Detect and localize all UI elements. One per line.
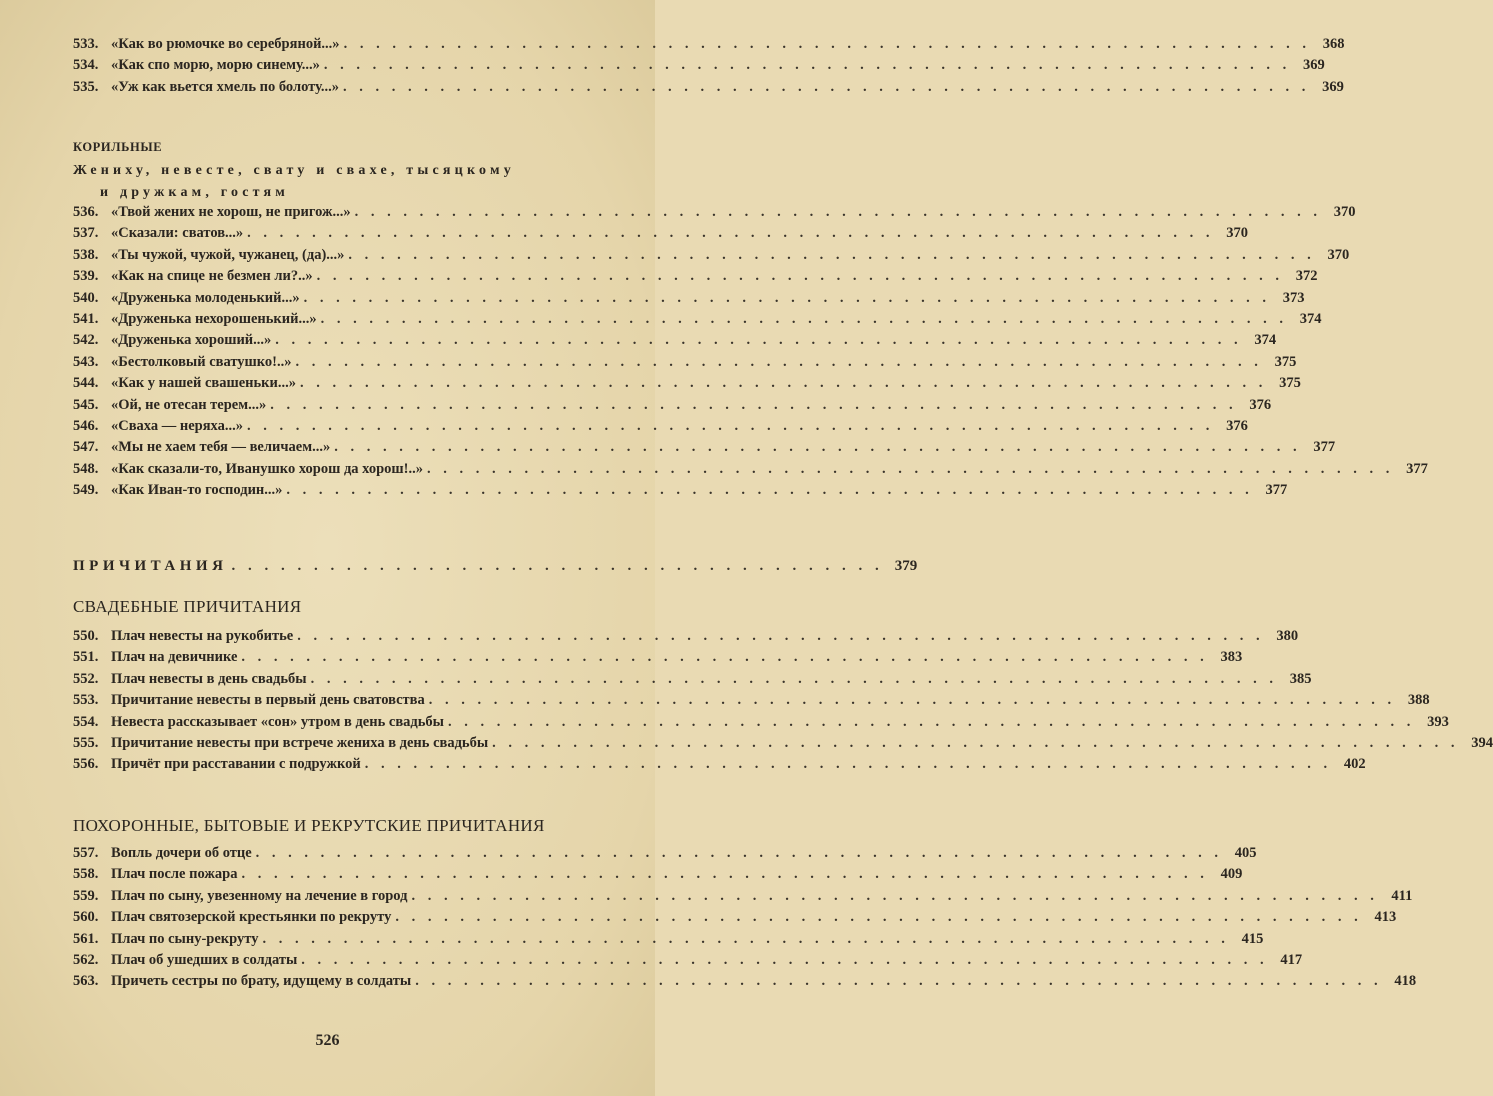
entry-number: 551. [73,649,99,666]
entry-title: «Сказали: сватов...» [111,225,244,242]
entry-title: Плач невесты на рукобитье [111,628,294,644]
page-ref: 409 [1220,866,1243,883]
page-ref: 370 [1333,204,1356,220]
entry-title: Плач святозерской крестьянки по рекруту [111,909,392,926]
entry-title: Плач на девичнике [111,649,238,666]
entry-number: 562. [73,951,99,968]
entry-title: Плач об ушедших в солдаты [111,951,298,968]
section-heading-pokhoronnye: ПОХОРОННЫЕ, БЫТОВЫЕ И РЕКРУТСКИЕ ПРИЧИТАНИЯ [73,816,545,835]
toc-prichitaniya-row [73,558,918,579]
entry-number: 549. [73,482,99,499]
toc-entry [73,713,1449,735]
toc-entry [73,845,1257,866]
page-ref: 376 [1226,417,1248,434]
entry-number: 560. [73,909,99,926]
page-ref: 369 [1322,78,1344,95]
entry-number: 555. [73,734,99,751]
entry-title: Плач невесты в день свадьбы [111,670,307,687]
dot-leader: . . . . . . . . . . . . . . . . . . . . . . . . . . . . . . . . . . . . . . . . . . . . . . . . . . . . . . . . . . . . [415,973,1383,990]
page-ref: 375 [1279,375,1301,392]
entry-title: «Друженька хороший...» [111,332,272,349]
dot-leader: . . . . . . . . . . . . . . . . . . . . . . . . . . . . . . . . . . . . . . . . . . . . . . . . . . . . . . . . . . . . [395,909,1363,926]
entry-number: 538. [73,246,99,263]
entry-number: 554. [73,713,99,730]
dot-leader: . . . . . . . . . . . . . . . . . . . . . . . . . . . . . . . . . . . . . . . . . . . . . . . . . . . . . . . . . . . . [301,951,1269,968]
entry-number: 552. [73,670,99,687]
entry-title: Причеть сестры по брату, идущему в солдаты [111,973,412,990]
dot-leader: . . . . . . . . . . . . . . . . . . . . . . . . . . . . . . . . . . . . . . . . . . . . . . . . . . . . . . . . . . . . [295,353,1263,370]
entry-number: 542. [73,332,99,349]
page-ref: 370 [1226,225,1249,242]
page-ref: 375 [1274,353,1297,370]
entry-title: «Друженька нехорошенький...» [111,310,317,327]
toc-entry [73,866,1243,887]
toc-entry [73,225,1249,246]
dot-leader: . . . . . . . . . . . . . . . . . . . . . . . . . . . . . . . . . . . . . . . . . . . . . . . . . . . . . . . . . . . . [323,57,1291,74]
toc-entry [73,734,1493,756]
entry-number: 534. [73,57,99,74]
dot-leader: . . . . . . . . . . . . . . . . . . . . . . . . . . . . . . . . . . . . . . . . . . . . . . . . . . . . . . . . . . . . [428,692,1396,709]
page-ref: 385 [1289,670,1312,687]
entry-title: «Как на спице не безмен ли?..» [111,268,313,285]
dot-leader: . . . . . . . . . . . . . . . . . . . . . . . . . . . . . . . . . . . . . . . . . . . . . . . . . . . . . . . . . . . . [411,887,1379,904]
toc-entry [73,439,1336,460]
page-ref: 370 [1327,246,1350,263]
entry-number: 563. [73,973,99,990]
entry-title: «Ты чужой, чужой, чужанец, (да)...» [111,246,345,263]
entry-title: «Мы не хаем тебя — величаем...» [111,439,331,456]
entry-title: «Как спо морю, морю синему...» [111,57,320,74]
entry-number: 535. [73,78,99,95]
dot-leader: . . . . . . . . . . . . . . . . . . . . . . . . . . . . . . . . . . . . . . . . . . . . . . . . . . . . . . . . . . . . [297,628,1265,644]
page-ref: 380 [1276,628,1299,644]
dot-leader: . . . . . . . . . . . . . . . . . . . . . . . . . . . . . . . . . . . . . . . . . . . . . . . . . . . . . . . . . . . . [492,734,1460,751]
toc-entry [73,649,1243,670]
page-ref: 379 [894,558,918,574]
entry-number: 556. [73,756,99,773]
toc-top-entries [73,36,1345,100]
entry-number: 541. [73,310,99,327]
page-ref: 388 [1407,692,1430,709]
toc-entry [73,289,1305,311]
entry-number: 547. [73,439,99,456]
dot-leader: . . . . . . . . . . . . . . . . . . . . . . . . . . . . . . . . . . . . . . . . [231,558,884,574]
toc-entry [73,36,1345,57]
dot-leader: . . . . . . . . . . . . . . . . . . . . . . . . . . . . . . . . . . . . . . . . . . . . . . . . . . . . . . . . . . . . [275,332,1243,349]
page-number: 526 [315,1032,340,1049]
page-ref: 374 [1299,310,1322,327]
toc-entry [73,482,1288,503]
page-ref: 377 [1313,439,1336,456]
toc-entry [73,417,1248,439]
entry-title: «Как сказали-то, Иванушко хорош да хорош!..» [111,460,423,477]
entry-title: Плач после пожара [111,866,238,883]
dot-leader: . . . . . . . . . . . . . . . . . . . . . . . . . . . . . . . . . . . . . . . . . . . . . . . . . . . . . . . . . . . . [354,204,1322,220]
toc-entry [73,396,1272,418]
toc-entry [73,57,1325,78]
page-ref: 411 [1391,887,1413,904]
dot-leader: . . . . . . . . . . . . . . . . . . . . . . . . . . . . . . . . . . . . . . . . . . . . . . . . . . . . . . . . . . . . [255,845,1223,861]
toc-entry [73,204,1356,225]
dot-leader: . . . . . . . . . . . . . . . . . . . . . . . . . . . . . . . . . . . . . . . . . . . . . . . . . . . . . . . . . . . . [247,417,1214,434]
dot-leader: . . . . . . . . . . . . . . . . . . . . . . . . . . . . . . . . . . . . . . . . . . . . . . . . . . . . . . . . . . . . [334,439,1302,456]
dot-leader: . . . . . . . . . . . . . . . . . . . . . . . . . . . . . . . . . . . . . . . . . . . . . . . . . . . . . . . . . . . . [241,649,1209,666]
dot-leader: . . . . . . . . . . . . . . . . . . . . . . . . . . . . . . . . . . . . . . . . . . . . . . . . . . . . . . . . . . . . [343,36,1311,52]
part-title: ПРИЧИТАНИЯ [73,558,228,574]
dot-leader: . . . . . . . . . . . . . . . . . . . . . . . . . . . . . . . . . . . . . . . . . . . . . . . . . . . . . . . . . . . . [247,225,1215,242]
entry-title: Причитание невесты при встрече жениха в день свадьбы [111,734,489,751]
toc-entry [73,310,1322,332]
dot-leader: . . . . . . . . . . . . . . . . . . . . . . . . . . . . . . . . . . . . . . . . . . . . . . . . . . . . . . . . . . . . [320,310,1288,327]
page-ref: 418 [1394,973,1417,990]
page-ref: 415 [1241,930,1264,947]
entry-title: «Друженька молоденький...» [111,289,300,306]
page-ref: 413 [1374,909,1397,926]
dot-leader: . . . . . . . . . . . . . . . . . . . . . . . . . . . . . . . . . . . . . . . . . . . . . . . . . . . . . . . . . . . . [310,670,1278,687]
entry-number: 553. [73,692,99,709]
dot-leader: . . . . . . . . . . . . . . . . . . . . . . . . . . . . . . . . . . . . . . . . . . . . . . . . . . . . . . . . . . . . [270,396,1238,413]
toc-entry [73,909,1397,930]
dot-leader: . . . . . . . . . . . . . . . . . . . . . . . . . . . . . . . . . . . . . . . . . . . . . . . . . . . . . . . . . . . . [316,268,1284,285]
page-ref: 376 [1249,396,1272,413]
dot-leader: . . . . . . . . . . . . . . . . . . . . . . . . . . . . . . . . . . . . . . . . . . . . . . . . . . . . . . . . . . . . [286,482,1254,499]
entry-title: Плач по сыну, увезенному на лечение в город [111,887,408,904]
page-ref: 368 [1322,36,1345,52]
toc-entry [73,951,1303,973]
dot-leader: . . . . . . . . . . . . . . . . . . . . . . . . . . . . . . . . . . . . . . . . . . . . . . . . . . . . . . . . . . . . [343,78,1310,95]
toc-entry [73,332,1277,353]
toc-korilnye-entries [73,204,1428,503]
toc-entry [73,268,1318,289]
page-ref: 405 [1234,845,1257,861]
entry-title: Вопль дочери об отце [111,845,252,861]
entry-number: 558. [73,866,99,883]
section-heading-korilnye: КОРИЛЬНЫЕ [73,140,163,154]
dot-leader: . . . . . . . . . . . . . . . . . . . . . . . . . . . . . . . . . . . . . . . . . . . . . . . . . . . . . . . . . . . . [303,289,1271,306]
entry-title: «Уж как вьется хмель по болоту...» [111,78,340,95]
page-ref: 394 [1471,734,1493,751]
entry-title: «Ой, не отесан терем...» [111,396,267,413]
toc-entry [73,692,1430,713]
page-ref: 377 [1265,482,1288,499]
dot-leader: . . . . . . . . . . . . . . . . . . . . . . . . . . . . . . . . . . . . . . . . . . . . . . . . . . . . . . . . . . . . [447,713,1415,730]
page-ref: 369 [1303,57,1325,74]
dot-leader: . . . . . . . . . . . . . . . . . . . . . . . . . . . . . . . . . . . . . . . . . . . . . . . . . . . . . . . . . . . . [300,375,1267,392]
toc-entry [73,78,1344,100]
dot-leader: . . . . . . . . . . . . . . . . . . . . . . . . . . . . . . . . . . . . . . . . . . . . . . . . . . . . . . . . . . . . [427,460,1394,477]
entry-title: «Сваха — неряха...» [111,417,243,434]
entry-number: 533. [73,36,99,52]
dot-leader: . . . . . . . . . . . . . . . . . . . . . . . . . . . . . . . . . . . . . . . . . . . . . . . . . . . . . . . . . . . . [364,756,1332,773]
entry-number: 557. [73,845,99,861]
entry-title: Плач по сыну-рекруту [111,930,259,947]
toc-entry [73,460,1428,482]
entry-title: «Бестолковый сватушко!..» [111,353,292,370]
section-heading-svadebnye: СВАДЕБНЫЕ ПРИЧИТАНИЯ [73,597,302,616]
toc-entry [73,353,1297,375]
entry-number: 540. [73,289,99,306]
dot-leader: . . . . . . . . . . . . . . . . . . . . . . . . . . . . . . . . . . . . . . . . . . . . . . . . . . . . . . . . . . . . [348,246,1316,263]
toc-entry [73,628,1299,649]
entry-title: «Как у нашей свашеньки...» [111,375,296,392]
subheading-line2: и дружкам, гостям [100,185,290,200]
toc-entry [73,887,1413,909]
page-ref: 373 [1282,289,1305,306]
subheading-line1: Жениху, невесте, свату и свахе, тысяцкому [73,163,515,178]
page-ref: 383 [1220,649,1243,666]
toc-pokhoronnye-entries [73,845,1417,995]
dot-leader: . . . . . . . . . . . . . . . . . . . . . . . . . . . . . . . . . . . . . . . . . . . . . . . . . . . . . . . . . . . . [262,930,1230,947]
entry-number: 545. [73,396,99,413]
page-ref: 402 [1343,756,1366,773]
toc-svadebnye-entries [73,628,1493,778]
entry-number: 536. [73,204,99,220]
entry-title: Причитание невесты в первый день сватовства [111,692,425,709]
entry-title: «Твой жених не хорош, не пригож...» [111,204,351,220]
toc-entry [73,756,1366,777]
page-ref: 417 [1280,951,1303,968]
entry-title: «Как во рюмочке во серебряной...» [111,36,340,52]
entry-number: 544. [73,375,99,392]
page-ref: 374 [1254,332,1277,349]
entry-number: 559. [73,887,99,904]
dot-leader: . . . . . . . . . . . . . . . . . . . . . . . . . . . . . . . . . . . . . . . . . . . . . . . . . . . . . . . . . . . . [241,866,1209,883]
entry-number: 548. [73,460,99,477]
toc-entry [73,375,1301,396]
entry-number: 546. [73,417,99,434]
page-ref: 377 [1406,460,1428,477]
page-ref: 372 [1295,268,1318,285]
toc-entry [73,973,1417,994]
entry-number: 539. [73,268,99,285]
entry-title: Причёт при расставании с подружкой [111,756,361,773]
toc-entry [73,246,1350,268]
entry-number: 550. [73,628,99,644]
toc-entry [73,670,1312,692]
entry-number: 543. [73,353,99,370]
entry-title: «Как Иван-то господин...» [111,482,283,499]
entry-number: 561. [73,930,99,947]
entry-title: Невеста рассказывает «сон» утром в день свадьбы [111,713,444,730]
entry-number: 537. [73,225,99,242]
toc-entry [73,930,1264,952]
page-ref: 393 [1427,713,1449,730]
